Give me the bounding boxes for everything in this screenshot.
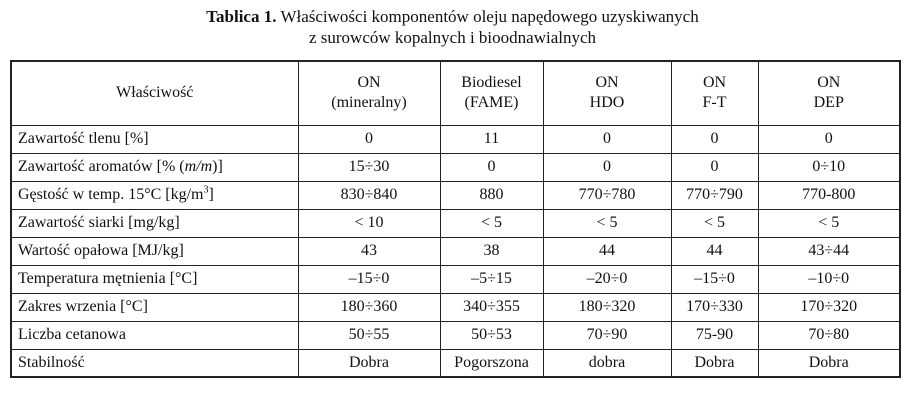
- row-name-text: ]: [208, 186, 214, 203]
- header-biodiesel: [440, 61, 543, 125]
- table-cell: 0÷10: [758, 153, 900, 181]
- table-cell: 44: [543, 237, 671, 265]
- row-name-superscript: 3: [203, 184, 209, 196]
- header-line: F-T: [702, 94, 727, 112]
- table-cell: < 5: [543, 209, 671, 237]
- table-cell: –5÷15: [440, 265, 543, 293]
- table-cell: 180÷360: [298, 293, 440, 321]
- table-row: [11, 237, 900, 265]
- table-cell: 880: [440, 181, 543, 209]
- table-cell: 15÷30: [298, 153, 440, 181]
- table-cell: 43÷44: [758, 237, 900, 265]
- row-name: Wartość opałowa [MJ/kg]: [11, 237, 298, 265]
- table-cell: 770÷790: [671, 181, 758, 209]
- row-name: Liczba cetanowa: [11, 321, 298, 349]
- table-cell: 70÷80: [758, 321, 900, 349]
- table-row: [11, 293, 900, 321]
- table-cell: –15÷0: [298, 265, 440, 293]
- caption-title-2: z surowców kopalnych i bioodnawialnych: [308, 28, 597, 47]
- row-name-italic: m/m: [184, 158, 213, 175]
- table-cell: < 10: [298, 209, 440, 237]
- table-cell: 770-800: [758, 181, 900, 209]
- header-line: ON: [817, 74, 841, 92]
- table-cell: 50÷53: [440, 321, 543, 349]
- header-property: Właściwość: [11, 61, 298, 125]
- table-header-row: [11, 61, 900, 125]
- header-line: (mineralny): [331, 94, 407, 112]
- table-cell: 38: [440, 237, 543, 265]
- header-line: (FAME): [464, 94, 519, 112]
- table-cell: dobra: [543, 349, 671, 377]
- header-on-ft: [671, 61, 758, 125]
- table-cell: –15÷0: [671, 265, 758, 293]
- caption-label: Tablica 1.: [206, 7, 277, 26]
- table-cell: 0: [298, 125, 440, 153]
- table-cell: 170÷330: [671, 293, 758, 321]
- table-cell: 0: [543, 153, 671, 181]
- header-line: DEP: [813, 94, 844, 112]
- header-on-mineral: [298, 61, 440, 125]
- table-cell: Dobra: [758, 349, 900, 377]
- table-cell: 0: [671, 125, 758, 153]
- table-cell: Dobra: [671, 349, 758, 377]
- table-row: [11, 349, 900, 377]
- table-cell: 0: [543, 125, 671, 153]
- header-line: ON: [595, 74, 619, 92]
- row-name: [11, 181, 298, 209]
- header-line: ON: [357, 74, 381, 92]
- row-name: Zakres wrzenia [°C]: [11, 293, 298, 321]
- row-name: [11, 153, 298, 181]
- header-on-hdo: [543, 61, 671, 125]
- row-name-text: Zawartość aromatów [% (: [18, 158, 185, 175]
- table-cell: Pogorszona: [440, 349, 543, 377]
- table-row: [11, 125, 900, 153]
- table-cell: 770÷780: [543, 181, 671, 209]
- header-line: ON: [702, 74, 727, 92]
- table-row: [11, 153, 900, 181]
- table-cell: –10÷0: [758, 265, 900, 293]
- table-row: [11, 265, 900, 293]
- row-name-text: )]: [212, 158, 223, 175]
- header-on-dep: [758, 61, 900, 125]
- table-cell: –20÷0: [543, 265, 671, 293]
- properties-table: [10, 60, 901, 378]
- row-name-text: Gęstość w temp. 15°C [kg/m: [18, 186, 204, 203]
- table-cell: < 5: [758, 209, 900, 237]
- table-cell: < 5: [440, 209, 543, 237]
- table-cell: 170÷320: [758, 293, 900, 321]
- row-name: Zawartość tlenu [%]: [11, 125, 298, 153]
- table-cell: 43: [298, 237, 440, 265]
- table-row: [11, 321, 900, 349]
- table-cell: 0: [758, 125, 900, 153]
- table-cell: 75-90: [671, 321, 758, 349]
- table-cell: Dobra: [298, 349, 440, 377]
- table-caption: [0, 6, 905, 48]
- table-cell: 0: [440, 153, 543, 181]
- row-name: Stabilność: [11, 349, 298, 377]
- table-cell: 11: [440, 125, 543, 153]
- header-line: Biodiesel: [461, 74, 522, 92]
- header-line: HDO: [589, 94, 625, 112]
- table-row: [11, 209, 900, 237]
- table-cell: < 5: [671, 209, 758, 237]
- row-name: Zawartość siarki [mg/kg]: [11, 209, 298, 237]
- table-cell: 50÷55: [298, 321, 440, 349]
- table-cell: 830÷840: [298, 181, 440, 209]
- caption-line-1: [0, 6, 905, 27]
- table-cell: 70÷90: [543, 321, 671, 349]
- table-row: [11, 181, 900, 209]
- table-cell: 0: [671, 153, 758, 181]
- table-cell: 340÷355: [440, 293, 543, 321]
- row-name: Temperatura mętnienia [°C]: [11, 265, 298, 293]
- caption-title-1: Właściwości komponentów oleju napędowego uzyskiwanych: [280, 7, 699, 26]
- table-cell: 44: [671, 237, 758, 265]
- table-cell: 180÷320: [543, 293, 671, 321]
